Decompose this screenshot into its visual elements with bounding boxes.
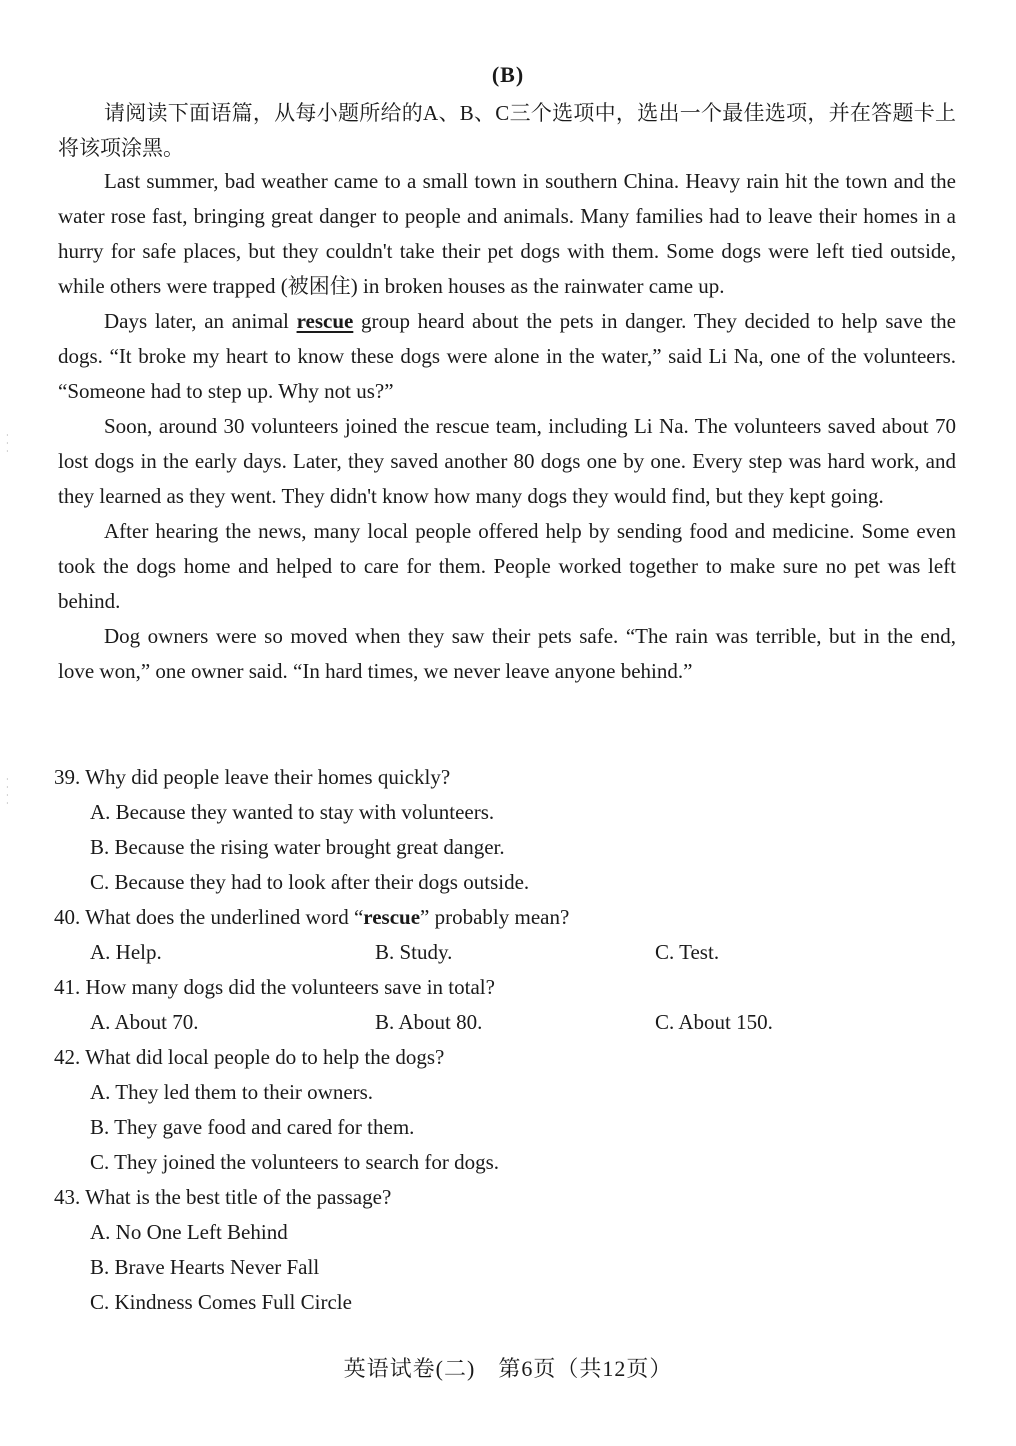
instruction-text: 请阅读下面语篇，从每小题所给的A、B、C三个选项中，选出一个最佳选项，并在答题卡上将该项涂黑。 [58, 101, 956, 160]
option-b: B. Brave Hearts Never Fall [90, 1255, 320, 1279]
option-b: B. Study. [375, 940, 453, 964]
option-b: B. They gave food and cared for them. [90, 1115, 415, 1139]
question-stem [54, 900, 954, 935]
question-42 [54, 1040, 954, 1180]
passage-paragraph-5: Dog owners were so moved when they saw their pets safe. “The rain was terrible, but in the end, love won,” one owner said. “In hard times, we never leave anyone behind.” [58, 624, 956, 683]
question-stem: 42. What did local people do to help the dogs? [54, 1045, 445, 1069]
option-b: B. Because the rising water brought great danger. [90, 835, 505, 859]
question-41 [54, 970, 954, 1040]
question-43 [54, 1180, 954, 1320]
passage-text: group heard about the pets in danger. They decided to help save the dogs. “It broke my heart to know these dogs were alone in the water,” said Li Na, one of the volunteers. “Someone had to step up. Why not us?” [58, 309, 956, 403]
question-stem: 41. How many dogs did the volunteers save in total? [54, 975, 495, 999]
option-a: A. No One Left Behind [90, 1220, 288, 1244]
underlined-word: rescue [296, 309, 354, 333]
question-40 [54, 900, 954, 970]
option-b: B. About 80. [375, 1010, 483, 1034]
binding-margin-marks: · · · [6, 431, 9, 456]
option-c: C. Kindness Comes Full Circle [90, 1290, 352, 1314]
option-c: C. About 150. [655, 1010, 773, 1034]
stem-bold-word: rescue [363, 905, 421, 929]
passage-paragraph-1: Last summer, bad weather came to a small town in southern China. Heavy rain hit the town and the water rose fast, bringing great danger to people and animals. Many families had to leave their homes in a hurry for safe places, but they couldn't take their pet dogs with them. Some dogs were left tied outside, while others were trapped (被困住) in broken houses as the rainwater came up. [58, 169, 956, 298]
section-title: (B) [491, 62, 525, 87]
option-c: C. Because they had to look after their dogs outside. [90, 870, 530, 894]
option-a: A. About 70. [90, 1010, 199, 1034]
option-row [54, 935, 954, 970]
binding-margin-marks: · · · · [6, 775, 9, 808]
question-39 [54, 760, 954, 900]
option-row [54, 1005, 954, 1040]
passage-paragraph-3: Soon, around 30 volunteers joined the rescue team, including Li Na. The volunteers saved about 70 lost dogs in the early days. Later, they saved another 80 dogs one by one. Every step was hard work, and they learned as they went. They didn't know how many dogs they would find, but they kept going. [58, 414, 956, 508]
question-list [54, 760, 954, 1320]
stem-text: 40. What does the underlined word “ [54, 905, 364, 929]
option-a: A. Because they wanted to stay with volunteers. [90, 800, 495, 824]
option-a: A. Help. [90, 940, 162, 964]
stem-text: ” probably mean? [420, 905, 570, 929]
passage-text: Days later, an animal [104, 309, 297, 333]
passage-paragraph-2 [58, 304, 956, 409]
option-a: A. They led them to their owners. [90, 1080, 374, 1104]
reading-passage [58, 164, 956, 689]
option-c: C. They joined the volunteers to search for dogs. [90, 1150, 500, 1174]
passage-paragraph-4: After hearing the news, many local people offered help by sending food and medicine. Some even took the dogs home and helped to care for them. People worked together to make sure no pet was left behind. [58, 519, 956, 613]
question-stem: 39. Why did people leave their homes quickly? [54, 765, 451, 789]
option-c: C. Test. [655, 940, 720, 964]
page-footer: 英语试卷(二) 第6页（共12页） [343, 1356, 673, 1381]
question-stem: 43. What is the best title of the passage? [54, 1185, 392, 1209]
